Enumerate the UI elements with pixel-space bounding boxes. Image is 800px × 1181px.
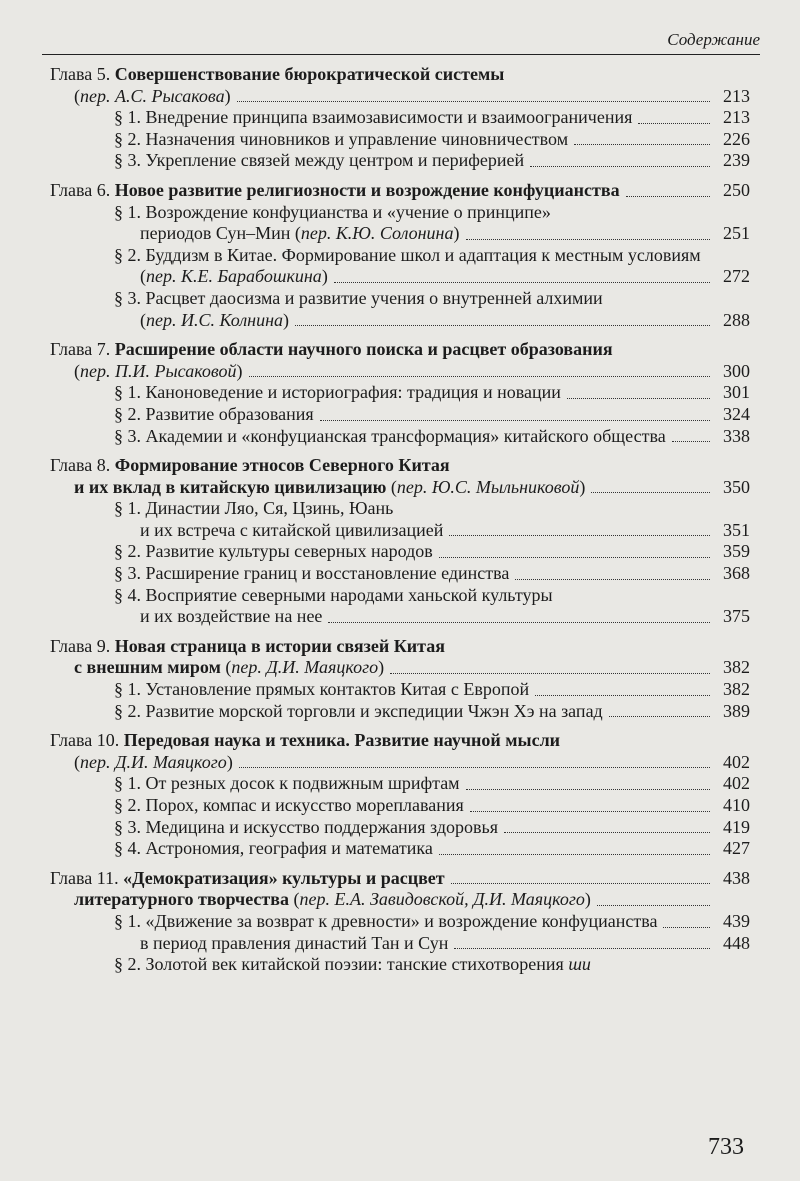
page-ref: 448 [723,932,750,953]
section-title: § 3. Расцвет даосизма и развитие учения о внутренней алхимии [114,287,603,308]
toc-entry-text [74,657,384,679]
section-title: § 3. Укрепление связей между центром и периферией [114,150,525,171]
chapter-title: и их вклад в китайскую цивилизацию [74,476,387,497]
chapter-label: Глава 10. [50,730,120,751]
dot-leader [591,492,710,493]
dot-leader [535,695,710,696]
dot-leader [451,883,710,884]
toc-entry-text [50,730,560,752]
section-line [50,223,750,245]
section-line [50,541,750,563]
page-ref: 301 [723,382,750,403]
section-title: § 2. Назначения чиновников и управление чиновничеством [114,128,569,149]
toc-entry-text [114,585,553,607]
translator-credit: пер. Д.И. Маяцкого [80,751,227,772]
chapter-block [50,339,750,447]
page-ref: 351 [723,519,750,540]
toc-line [50,889,750,911]
page-ref: 350 [723,476,750,497]
chapter-title: Совершенствование бюрократической системы [114,64,505,84]
translator-credit: пер. К.Е. Барабошкина [146,266,322,287]
toc-entry-text [140,933,448,955]
dot-leader [638,123,710,124]
page-ref: 250 [723,179,750,200]
dot-leader [334,282,710,283]
chapter-heading-line [50,636,750,658]
chapter-title: Формирование этносов Северного Китая [114,455,450,476]
page-ref: 368 [723,563,750,584]
section-title: § 1. Возрождение конфуцианства и «учение о принципе» [114,201,551,222]
toc-entry-text [114,954,591,976]
paren-open: ( [386,476,397,497]
toc-entry-text [114,679,529,701]
section-line [50,933,750,955]
chapter-heading-line [50,64,750,86]
toc-entry-text [50,868,445,890]
toc-entry-text [114,150,524,172]
chapter-title: литературного творчества [74,889,289,910]
translator-credit: пер. Д.И. Маяцкого [231,657,379,678]
dot-leader [672,441,710,442]
toc-entry-text [114,288,603,310]
section-line [50,426,750,448]
toc-entry-text [50,455,450,477]
page-ref: 410 [723,795,750,815]
toc-entry-text [50,636,445,658]
toc-entry-text [114,404,314,426]
paren-close: ) [236,360,243,381]
section-title: § 3. Расширение границ и восстановление единства [114,563,510,584]
page-ref: 213 [723,85,750,106]
dot-leader [449,535,710,536]
chapter-label: Глава 9. [50,635,111,656]
paren-open: ( [140,309,146,330]
paren-open: ( [74,360,80,381]
section-title: § 2. Развитие культуры северных народов [114,541,433,562]
dot-leader [470,811,710,812]
section-title: § 4. Астрономия, география и математика [114,838,433,859]
dot-leader [439,854,710,855]
toc-line [50,752,750,774]
paren-open: ( [74,85,80,106]
dot-leader [239,767,710,768]
chapter-heading-line [50,339,750,361]
dot-leader [466,239,711,240]
dot-leader [663,927,710,928]
chapter-heading-line [50,730,750,752]
dot-leader [530,166,710,167]
section-line [50,606,750,628]
section-title: и их воздействие на нее [140,606,323,627]
section-title: § 1. «Движение за возврат к древности» и возрождение конфуцианства [114,910,658,931]
toc-entry-text [114,202,551,224]
page-ref: 359 [723,541,750,562]
section-title: § 2. Развитие образования [114,403,314,424]
paren-close: ) [579,476,586,497]
chapter-heading-line [50,455,750,477]
toc-entry-text [114,498,393,520]
section-title: § 2. Буддизм в Китае. Формирование школ и адаптация к местным условиям [114,244,701,265]
section-line [50,107,750,129]
chapter-title: Новая страница в истории связей Китая [114,635,445,656]
toc-entry-text [140,310,289,332]
paren-open: ( [140,266,146,287]
chapter-title: с внешним миром [74,657,221,678]
page-ref: 419 [723,816,750,837]
toc-entry-text [114,129,568,151]
toc-entry-text [114,426,666,448]
section-title: § 1. Династии Ляо, Ся, Цзинь, Юань [114,498,394,519]
page-ref: 402 [723,773,750,794]
section-line [50,382,750,404]
paren-close: ) [321,266,328,287]
section-line [50,498,750,520]
page-ref: 272 [723,266,750,287]
section-line [50,245,750,267]
dot-leader [249,376,710,377]
section-title: в период правления династий Тан и Сун [140,932,449,953]
toc-entry-text [74,889,591,911]
page-number: 733 [708,1134,744,1160]
paren-open: ( [288,889,300,910]
chapter-block [50,636,750,722]
chapter-block [50,455,750,628]
section-title: § 2. Золотой век китайской поэзии: танские стихотворения [114,954,569,975]
section-title: § 1. Каноноведение и историография: традиция и новации [114,382,561,403]
dot-leader [320,420,710,421]
toc-entry-text [140,606,322,628]
paren-close: ) [453,223,460,244]
translator-credit: пер. А.С. Рысакова [80,85,225,106]
toc-entry-text [140,266,328,288]
paren-close: ) [224,85,231,106]
page-ref: 382 [723,657,750,678]
section-line [50,288,750,310]
section-title: и их встреча с китайской цивилизацией [140,519,444,540]
toc-entry-text [50,339,613,361]
chapter-title: Передовая наука и техника. Развитие научной мысли [123,730,561,751]
toc-entry-text [114,107,632,129]
section-title: § 2. Развитие морской торговли и экспедиции Чжэн Хэ на запад [114,700,603,721]
page-ref: 389 [723,700,750,721]
toc-entry-text [114,563,509,585]
table-of-contents [50,64,750,984]
dot-leader [454,948,710,949]
page-ref: 375 [723,606,750,627]
translator-credit: пер. Ю.С. Мыльниковой [396,476,580,497]
page-ref: 239 [723,150,750,171]
chapter-block [50,730,750,860]
chapter-label: Глава 11. [50,867,119,888]
toc-entry-text [50,180,620,202]
translator-credit: пер. К.Ю. Солонина [300,223,454,244]
section-line [50,310,750,332]
section-title: § 3. Академии и «конфуцианская трансформация» китайского общества [114,425,666,446]
paren-close: ) [226,751,233,772]
translator-credit: пер. П.И. Рысаковой [80,360,237,381]
page-ref: 226 [723,128,750,149]
dot-leader [466,789,710,790]
running-header-title: Содержание [667,30,760,49]
paren-open: ( [220,657,232,678]
dot-leader [515,579,710,580]
dot-leader [626,196,710,197]
translator-credit: пер. Е.А. Завидовской, Д.И. Маяцкого [299,889,585,910]
section-line [50,202,750,224]
toc-entry-text [114,817,498,839]
section-line [50,795,750,817]
paren-close: ) [378,657,385,678]
toc-entry-text [140,223,460,245]
section-line [50,954,750,976]
toc-entry-text [114,541,433,563]
dot-leader [390,673,710,674]
toc-entry-text [114,773,460,795]
dot-leader [597,905,710,906]
dot-leader [567,398,710,399]
paren-open: ( [74,751,80,772]
toc-entry-text [114,838,433,860]
dot-leader [439,557,710,558]
section-title: § 3. Медицина и искусство поддержания здоровья [114,816,498,837]
page-ref: 402 [723,751,750,772]
page-ref: 300 [723,360,750,381]
header-rule [42,54,760,55]
toc-entry-text [74,361,243,383]
chapter-label: Глава 7. [50,339,111,360]
chapter-label: Глава 5. [50,64,111,84]
toc-entry-text [114,382,561,404]
section-line [50,129,750,151]
chapter-label: Глава 6. [50,179,111,200]
chapter-block [50,180,750,331]
toc-entry-text [114,701,603,723]
dot-leader [574,144,710,145]
dot-leader [609,716,710,717]
toc-entry-text [74,477,585,499]
section-line [50,563,750,585]
chapter-title: Расширение области научного поиска и расцвет образования [114,339,613,360]
toc-entry-text [74,86,231,108]
toc-entry-text [50,64,504,86]
toc-entry-text [140,520,443,542]
toc-line [50,361,750,383]
page-ref: 438 [723,867,750,888]
page-ref: 213 [723,107,750,128]
section-line [50,817,750,839]
dot-leader [295,325,710,326]
page-ref: 324 [723,403,750,424]
chapter-block [50,64,750,172]
toc-entry-text [114,245,701,267]
section-title: § 4. Восприятие северными народами ханьской культуры [114,584,553,605]
toc-line [50,86,750,108]
section-line [50,266,750,288]
section-title: § 1. Установление прямых контактов Китая с Европой [114,679,530,700]
section-title: § 1. От резных досок к подвижным шрифтам [114,773,460,794]
dot-leader [328,622,710,623]
section-line [50,520,750,542]
section-line [50,838,750,860]
section-title: § 2. Порох, компас и искусство мореплавания [114,795,464,815]
page-ref: 382 [723,679,750,700]
dot-leader [504,832,710,833]
section-line [50,773,750,795]
page-ref: 427 [723,838,750,859]
section-title-italic: ши [568,954,591,975]
chapter-heading-line [50,180,750,202]
section-line [50,585,750,607]
toc-entry-text [74,752,233,774]
translator-credit: пер. И.С. Колнина [146,309,284,330]
toc-entry-text [114,795,464,817]
section-line [50,911,750,933]
chapter-heading-line [50,868,750,890]
section-line [50,701,750,723]
toc-line [50,657,750,679]
chapter-title: Новое развитие религиозности и возрождение конфуцианства [114,179,620,200]
toc-entry-text [114,911,657,933]
section-title: периодов Сун–Мин ( [140,223,301,244]
chapter-label: Глава 8. [50,455,111,476]
chapter-block [50,868,750,976]
page-ref: 288 [723,309,750,330]
section-line [50,150,750,172]
toc-line [50,477,750,499]
page-ref: 251 [723,223,750,244]
dot-leader [237,101,710,102]
section-title: § 1. Внедрение принципа взаимозависимости и взаимоограничения [114,107,633,128]
section-line [50,679,750,701]
section-line [50,404,750,426]
paren-close: ) [283,309,290,330]
paren-close: ) [584,889,591,910]
page-ref: 439 [723,910,750,931]
chapter-title: «Демократизация» культуры и расцвет [123,867,445,888]
page-ref: 338 [723,425,750,446]
